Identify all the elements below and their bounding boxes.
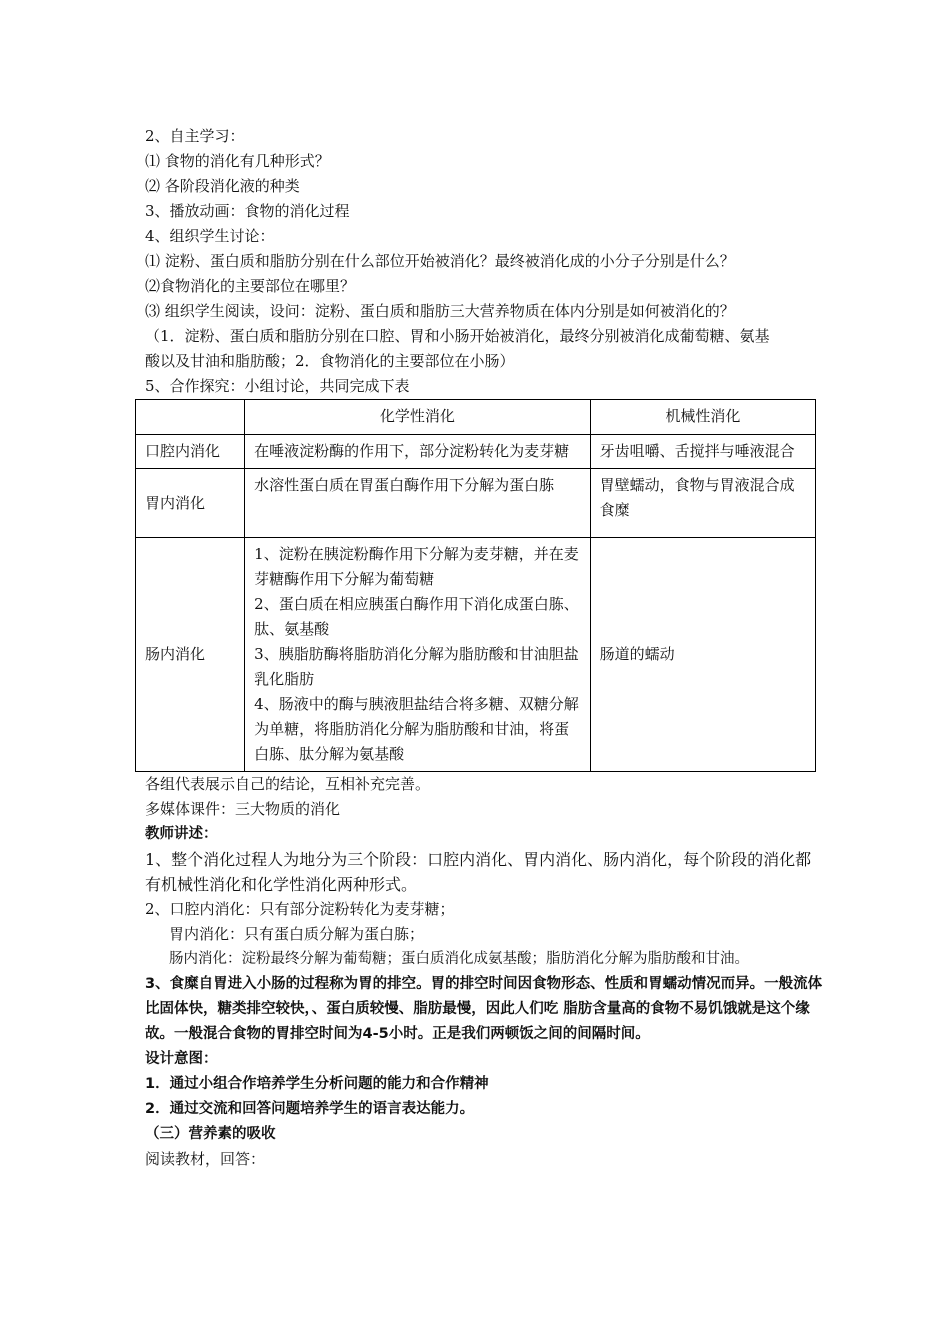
table-header-chemical: 化学性消化 <box>245 400 591 435</box>
after-table-line-2: 多媒体课件：三大物质的消化 <box>145 800 341 818</box>
design-item-1: 1．通过小组合作培养学生分析问题的能力和合作精神 <box>145 1076 489 1092</box>
teacher-paragraph-2c: 肠内消化：淀粉最终分解为葡萄糖；蛋白质消化成氨基酸；脂肪消化分解为脂肪酸和甘油。 <box>169 951 749 967</box>
intro-line-3: ⑵ 各阶段消化液的种类 <box>145 177 300 195</box>
design-heading: 设计意图： <box>145 1051 218 1067</box>
intro-line-1: 2、自主学习： <box>145 127 245 145</box>
table-header-corner <box>136 400 245 435</box>
intestine-item-1: 1、淀粉在胰淀粉酶作用下分解为麦芽糖，并在麦芽糖酶作用下分解为葡萄糖 <box>254 545 579 588</box>
teacher-heading: 教师讲述： <box>145 826 218 842</box>
intro-line-10: 酸以及甘油和脂肪酸；2．食物消化的主要部位在小肠） <box>145 352 515 370</box>
intro-line-5: 4、组织学生讨论： <box>145 227 275 245</box>
design-item-2: 2．通过交流和回答问题培养学生的语言表达能力。 <box>145 1101 475 1117</box>
document-page <box>145 124 825 1172</box>
table-header-mechanical: 机械性消化 <box>590 400 815 435</box>
row-mouth-chemical: 在唾液淀粉酶的作用下，部分淀粉转化为麦芽糖 <box>245 435 591 469</box>
after-table-line-1: 各组代表展示自己的结论，互相补充完善。 <box>145 775 431 793</box>
read-instruction: 阅读教材，回答： <box>145 1150 266 1168</box>
intro-line-2: ⑴ 食物的消化有几种形式？ <box>145 152 330 170</box>
intro-line-6: ⑴ 淀粉、蛋白质和脂肪分别在什么部位开始被消化？最终被消化成的小分子分别是什么？ <box>145 252 735 270</box>
intestine-item-3: 3、胰脂肪酶将脂肪消化分解为脂肪酸和甘油胆盐乳化脂肪 <box>254 645 579 688</box>
table-row <box>136 538 816 772</box>
table-header-row <box>136 400 816 435</box>
intestine-item-4: 4、肠液中的酶与胰液胆盐结合将多糖、双糖分解为单糖，将脂肪消化分解为脂肪酸和甘油，将蛋白胨、肽分解为氨基酸 <box>254 695 579 763</box>
table-row <box>136 435 816 469</box>
row-stomach-mechanical: 胃壁蠕动，食物与胃液混合成食糜 <box>590 469 815 538</box>
row-mouth-mechanical: 牙齿咀嚼、舌搅拌与唾液混合 <box>590 435 815 469</box>
row-label-mouth: 口腔内消化 <box>136 435 245 469</box>
section-heading: （三）营养素的吸收 <box>145 1126 276 1142</box>
row-intestine-mechanical: 肠道的蠕动 <box>590 538 815 772</box>
intro-line-4: 3、播放动画：食物的消化过程 <box>145 202 350 220</box>
intro-line-11: 5、合作探究：小组讨论，共同完成下表 <box>145 377 410 395</box>
intro-line-7: ⑵食物消化的主要部位在哪里？ <box>145 277 356 295</box>
teacher-paragraph-1: 1、整个消化过程人为地分为三个阶段：口腔内消化、胃内消化、肠内消化，每个阶段的消化都有机械性消化和化学性消化两种形式。 <box>145 850 812 894</box>
intestine-item-2: 2、蛋白质在相应胰蛋白酶作用下消化成蛋白胨、肽、氨基酸 <box>254 595 579 638</box>
row-stomach-chemical: 水溶性蛋白质在胃蛋白酶作用下分解为蛋白胨 <box>245 469 591 538</box>
row-label-stomach: 胃内消化 <box>136 469 245 538</box>
row-intestine-chemical <box>245 538 591 772</box>
row-label-intestine: 肠内消化 <box>136 538 245 772</box>
teacher-paragraph-2b: 胃内消化：只有蛋白质分解为蛋白胨； <box>169 925 425 943</box>
intro-line-8: ⑶ 组织学生阅读，设问：淀粉、蛋白质和脂肪三大营养物质在体内分别是如何被消化的？ <box>145 302 735 320</box>
digestion-table <box>135 399 816 772</box>
table-row <box>136 469 816 538</box>
teacher-paragraph-3: 3、食糜自胃进入小肠的过程称为胃的排空。胃的排空时间因食物形态、性质和胃蠕动情况而异。一般流体比固体快，糖类排空较快，、蛋白质较慢、脂肪最慢，因此人们吃 脂肪含量高的食物不易饥饿就是这个缘故。一般混合食物的胃排空时间为4-5小时。正是我们两顿饭之间的间隔时间。 <box>145 976 823 1042</box>
teacher-paragraph-2: 2、口腔内消化：只有部分淀粉转化为麦芽糖； <box>145 900 455 918</box>
intro-line-9: （1．淀粉、蛋白质和脂肪分别在口腔、胃和小肠开始被消化，最终分别被消化成葡萄糖、氨基 <box>145 327 770 345</box>
